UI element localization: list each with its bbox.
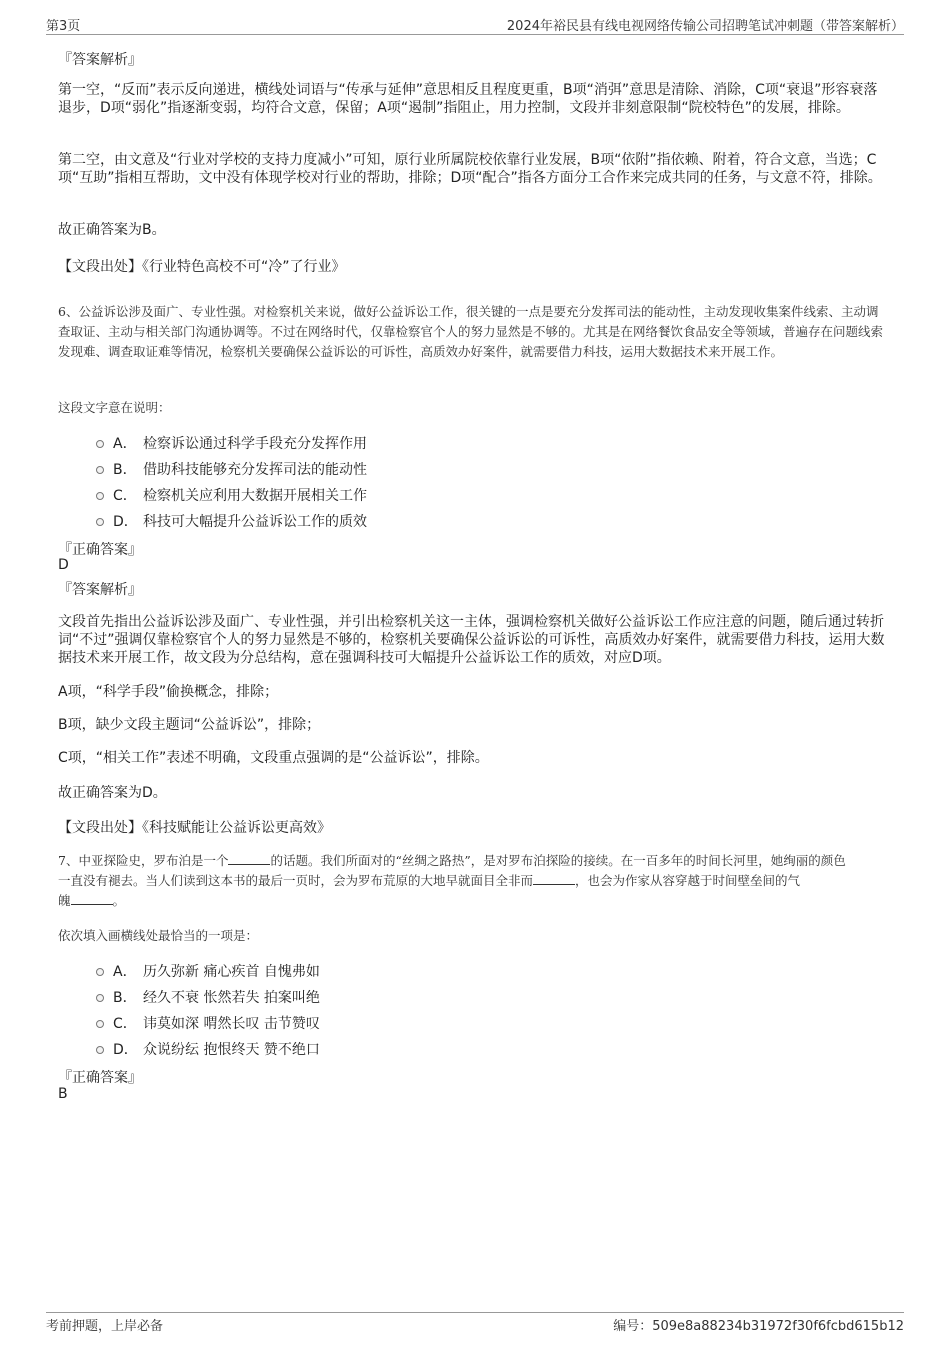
q5-analysis-para2: 第二空，由文意及“行业对学校的支持力度减小”可知，原行业所属院校依靠行业发展，B项“依附”指依赖、附着，符合文意，当选；C项“互助”指相互帮助，文中没有体现学校对行业的帮助，排除；D项“配合”指各方面分工合作来完成共同的任务，与文意不符，排除。 (58, 152, 882, 186)
q6-option-b[interactable] (96, 459, 367, 479)
option-letter: A． (113, 436, 137, 452)
option-letter: C． (113, 1016, 137, 1032)
page-header (46, 14, 904, 35)
option-letter: D． (113, 514, 138, 530)
option-text: 众说纷纭 抱恨终天 赞不绝口 (143, 1042, 320, 1058)
q7-passage-line2: 一直没有褪去。当人们读到这本书的最后一页时，会为罗布荒原的大地早就面目全非而 ，也会为作家从容穿越于时间壁垒间的气 (58, 873, 801, 888)
option-letter: B． (113, 462, 137, 478)
q7-option-b[interactable] (96, 987, 320, 1007)
document-title: 2024年裕民县有线电视网络传输公司招聘笔试冲刺题（带答案解析） (506, 19, 904, 34)
q5-analysis-para1: 第一空，“反而”表示反向递进，横线处词语与“传承与延伸”意思相反且程度更重，B项“消弭”意思是清除、消除，C项“衰退”形容衰落退步，D项“弱化”指逐渐变弱，均符合文意，保留；A项“遏制”指阻止，用力控制，文段并非刻意限制“院校特色”的发展，排除。 (58, 82, 878, 116)
q6-conclusion: 故正确答案为D。 (58, 785, 167, 801)
q7-passage-line3: 魄 。 (58, 893, 126, 908)
option-letter: A． (113, 964, 137, 980)
q5-conclusion: 故正确答案为B。 (58, 222, 166, 238)
radio-icon[interactable] (96, 994, 104, 1002)
option-text: 检察诉讼通过科学手段充分发挥作用 (143, 436, 367, 452)
q6-analysis: 文段首先指出公益诉讼涉及面广、专业性强，并引出检察机关这一主体，强调检察机关做好公益诉讼工作应注意的问题，随后通过转折词“不过”强调仅靠检察官个人的努力显然是不够的，检察机关要确保公益诉讼的可诉性，高质效办好案件，就需要借力科技，运用大数据技术来开展工作，故文段为分总结构，意在强调科技可大幅提升公益诉讼工作的质效，对应D项。 (58, 614, 885, 666)
footer-slogan: 考前押题，上岸必备 (46, 1319, 164, 1334)
q5-source: 【文段出处】《行业特色高校不可“冷”了行业》 (58, 259, 346, 275)
radio-icon[interactable] (96, 492, 104, 500)
option-letter: C． (113, 488, 137, 504)
q7-option-a[interactable] (96, 961, 320, 981)
option-letter: D． (113, 1042, 138, 1058)
q6-correct-label: 『正确答案』 (58, 542, 142, 558)
q7-passage (58, 851, 890, 911)
q7-option-c[interactable] (96, 1013, 320, 1033)
q6-source: 【文段出处】《科技赋能让公益诉讼更高效》 (58, 820, 331, 836)
fill-blank-2 (533, 872, 575, 885)
option-text: 历久弥新 痛心疾首 自愧弗如 (143, 964, 320, 980)
radio-icon[interactable] (96, 1020, 104, 1028)
option-letter: B． (113, 990, 137, 1006)
q7-correct-label: 『正确答案』 (58, 1070, 142, 1086)
radio-icon[interactable] (96, 518, 104, 526)
q6-prompt: 这段文字意在说明： (58, 400, 171, 415)
q6-analysis-label: 『答案解析』 (58, 582, 142, 598)
fill-blank-1 (228, 852, 270, 865)
q5-analysis-label: 『答案解析』 (58, 52, 142, 68)
q6-analysis-b: B项，缺少文段主题词“公益诉讼”，排除； (58, 717, 321, 733)
q7-passage-line1: 7、中亚探险史，罗布泊是一个 的话题。我们所面对的“丝绸之路热”，是对罗布泊探险的接续。在一百多年的时间长河里，她绚丽的颜色 (58, 853, 846, 868)
q7-correct-answer: B (58, 1086, 68, 1102)
q6-analysis-c: C项，“相关工作”表述不明确，文段重点强调的是“公益诉讼”，排除。 (58, 750, 489, 766)
q6-passage: 6、公益诉讼涉及面广、专业性强。对检察机关来说，做好公益诉讼工作，很关键的一点是要充分发挥司法的能动性，主动发现收集案件线索、主动调查取证、主动与相关部门沟通协调等。不过在网络时代，仅靠检察官个人的努力显然是不够的。尤其是在网络餐饮食品安全等领域，普遍存在问题线索发现难、调查取证难等情况，检察机关要确保公益诉讼的可诉性，高质效办好案件，就需要借力科技，运用大数据技术来开展工作。 (58, 304, 884, 359)
q7-option-d[interactable] (96, 1039, 320, 1059)
option-text: 检察机关应利用大数据开展相关工作 (143, 488, 367, 504)
document-id: 编号：509e8a88234b31972f30f6fcbd615b12 (613, 1319, 904, 1334)
radio-icon[interactable] (96, 440, 104, 448)
radio-icon[interactable] (96, 466, 104, 474)
q6-correct-answer: D (58, 557, 69, 573)
option-text: 讳莫如深 喟然长叹 击节赞叹 (143, 1016, 320, 1032)
page-footer (46, 1312, 904, 1333)
radio-icon[interactable] (96, 968, 104, 976)
q6-option-c[interactable] (96, 485, 367, 505)
q6-option-d[interactable] (96, 511, 367, 531)
q6-option-a[interactable] (96, 433, 367, 453)
option-text: 科技可大幅提升公益诉讼工作的质效 (143, 514, 367, 530)
q7-prompt: 依次填入画横线处最恰当的一项是： (58, 928, 259, 943)
option-text: 经久不衰 怅然若失 拍案叫绝 (143, 990, 320, 1006)
option-text: 借助科技能够充分发挥司法的能动性 (143, 462, 367, 478)
fill-blank-3 (71, 892, 113, 905)
radio-icon[interactable] (96, 1046, 104, 1054)
page-number: 第3页 (46, 19, 81, 34)
q6-analysis-a: A项，“科学手段”偷换概念，排除； (58, 684, 279, 700)
